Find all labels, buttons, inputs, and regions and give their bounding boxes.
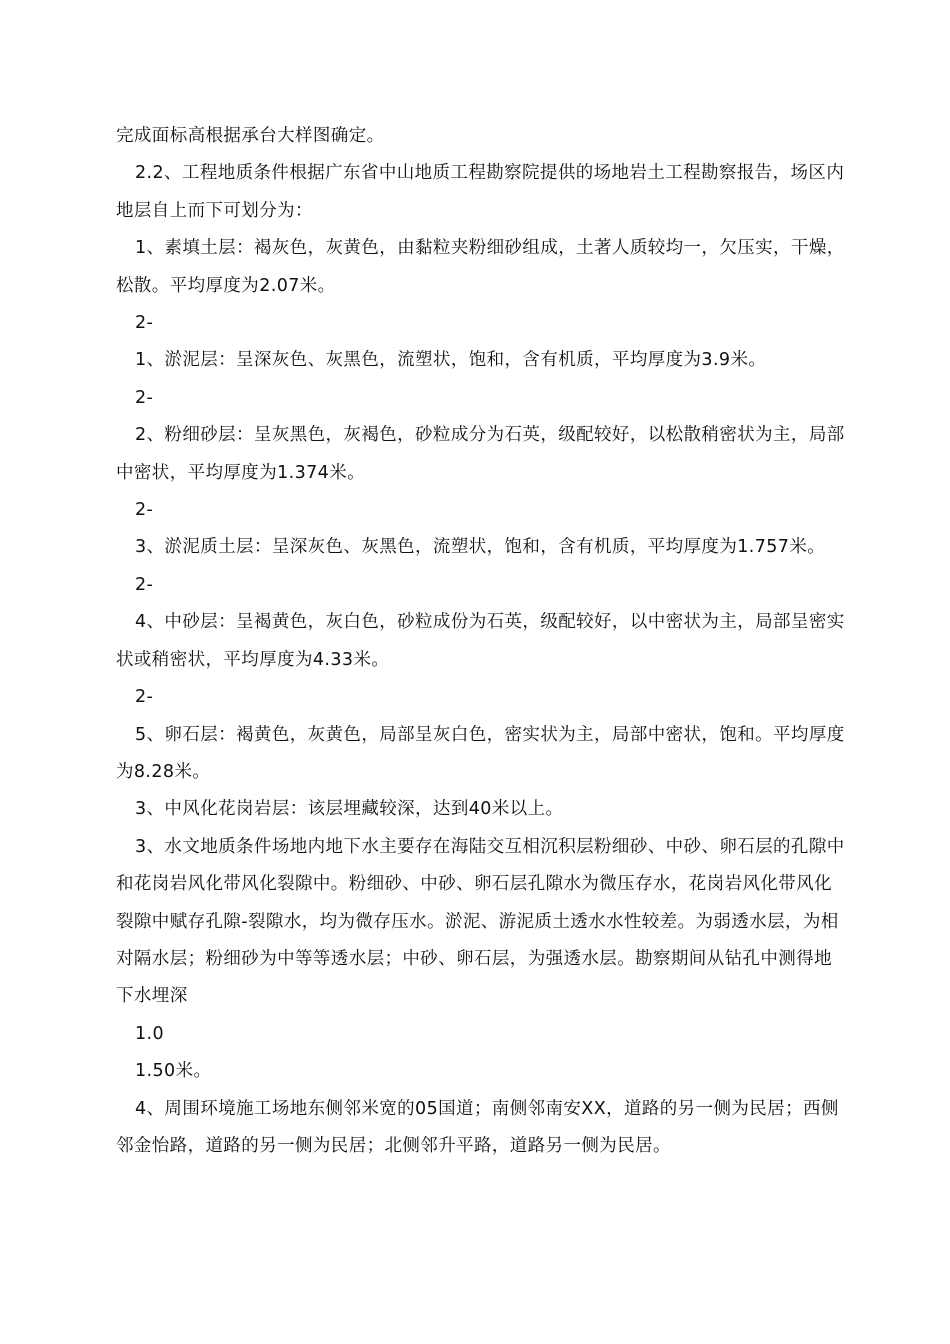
paragraph-10: 4、中砂层：呈褐黄色，灰白色，砂粒成份为石英，级配较好，以中密状为主，局部呈密实状或稍密状，平均厚度为4.33米。 — [116, 612, 845, 670]
paragraph-0: 完成面标高根据承台大样图确定。 — [116, 126, 385, 146]
paragraph-1: 2.2、工程地质条件根据广东省中山地质工程勘察院提供的场地岩土工程勘察报告，场区内地层自上而下可划分为： — [116, 163, 845, 221]
paragraph-3: 2- — [135, 313, 154, 334]
paragraph-5: 2- — [135, 387, 154, 408]
paragraph-14: 3、水文地质条件场地内地下水主要存在海陆交互相沉积层粉细砂、中砂、卵石层的孔隙中和花岗岩风化带风化裂隙中。粉细砂、中砂、卵石层孔隙水为微压存水，花岗岩风化带风化裂隙中赋存孔隙-裂隙水，均为微存压水。淤泥、游泥质土透水水性较差。为弱透水层，为相对隔水层；粉细砂为中等等透水层；中砂、卵石层，为强透水层。勘察期间从钻孔中测得地下水埋深 — [116, 836, 845, 1007]
paragraph-11: 2- — [135, 687, 154, 708]
paragraph-2: 1、素填土层：褐灰色，灰黄色，由黏粒夹粉细砂组成，土著人质较均一，欠压实，干燥，松散。平均厚度为2.07米。 — [116, 238, 845, 296]
paragraph-17: 4、周围环境施工场地东侧邻米宽的05国道；南侧邻南安XX，道路的另一侧为民居；西侧邻金怡路，道路的另一侧为民居；北侧邻升平路，道路另一侧为民居。 — [116, 1098, 839, 1156]
paragraph-13: 3、中风化花岗岩层：该层埋藏较深，达到40米以上。 — [135, 799, 564, 820]
paragraph-8: 3、淤泥质土层：呈深灰色、灰黑色，流塑状，饱和，含有机质，平均厚度为1.757米。 — [135, 537, 826, 558]
paragraph-16: 1.50米。 — [135, 1061, 212, 1082]
paragraph-15: 1.0 — [135, 1023, 165, 1044]
paragraph-12: 5、卵石层：褐黄色，灰黄色，局部呈灰白色，密实状为主，局部中密状，饱和。平均厚度为8.28米。 — [116, 724, 845, 782]
paragraph-6: 2、粉细砂层：呈灰黑色，灰褐色，砂粒成分为石英，级配较好，以松散稍密状为主，局部中密状，平均厚度为1.374米。 — [116, 425, 845, 483]
document-body — [116, 118, 846, 1165]
paragraph-4: 1、淤泥层：呈深灰色、灰黑色，流塑状，饱和，含有机质，平均厚度为3.9米。 — [135, 350, 767, 371]
paragraph-7: 2- — [135, 500, 154, 521]
paragraph-9: 2- — [135, 574, 154, 595]
